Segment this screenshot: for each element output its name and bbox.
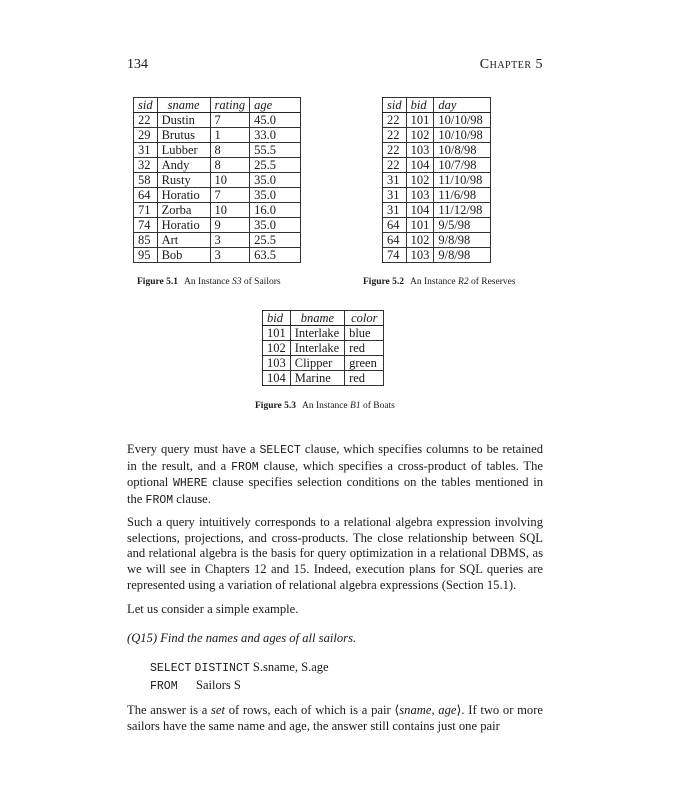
sql-text: S.sname, S.age [252, 660, 329, 674]
table-cell: blue [345, 326, 384, 341]
table-cell: 3 [210, 248, 250, 263]
table-cell: 101 [263, 326, 291, 341]
caption-var: R2 [458, 277, 469, 287]
table-cell: Interlake [290, 341, 344, 356]
table-row [134, 248, 301, 263]
caption-text: of Boats [360, 401, 395, 411]
text: The answer is a [127, 703, 212, 717]
table-row [383, 233, 491, 248]
table-cell: 16.0 [250, 203, 301, 218]
table-cell: 1 [210, 128, 250, 143]
paragraph-relational-algebra: Such a query intuitively corresponds to a relational algebra expression involving selections, projections, and cross-products. The close relationship between SQL and relational algebra is the basis for query optimization in a relational DBMS, as we will see in Chapters 12 and 15. Indeed, execution plans for SQL queries are represented using a variation of relational algebra expressions (Section 15.1). [127, 515, 543, 592]
text: clause specifies selection conditions on the tables mentioned in the [127, 475, 543, 507]
table-cell: 63.5 [250, 248, 301, 263]
column-header: age [250, 98, 301, 113]
text: clause, which specifies columns to be retained in the result, and a [127, 442, 543, 473]
table-cell: 10 [210, 173, 250, 188]
table-row [134, 233, 301, 248]
table-row [383, 203, 491, 218]
table-cell: 64 [134, 188, 158, 203]
table-cell: 104 [263, 371, 291, 386]
table-cell: 102 [406, 173, 434, 188]
table-cell: 22 [383, 143, 407, 158]
sql-keyword: FROM [145, 494, 174, 508]
table-cell: Horatio [157, 188, 210, 203]
table-row [134, 188, 301, 203]
table-cell: Interlake [290, 326, 344, 341]
figure-caption-5-2 [363, 277, 516, 287]
table-cell: 11/6/98 [434, 188, 491, 203]
column-header: bname [290, 311, 344, 326]
table-cell: 11/12/98 [434, 203, 491, 218]
table-cell: Brutus [157, 128, 210, 143]
table-cell: 9/5/98 [434, 218, 491, 233]
page-number: 134 [127, 57, 148, 72]
caption-var: S3 [232, 277, 242, 287]
caption-var: B1 [350, 401, 361, 411]
text: clause, which specifies a cross-product of tables. The optional [127, 458, 544, 490]
table-cell: Andy [157, 158, 210, 173]
table-cell: 22 [383, 113, 407, 128]
column-header: sname [157, 98, 210, 113]
table-cell: Horatio [157, 218, 210, 233]
table-cell: 22 [383, 128, 407, 143]
table-row [383, 218, 491, 233]
paragraph-select-from [127, 442, 543, 509]
table-row [383, 188, 491, 203]
chapter-heading: Chapter 5 [479, 57, 543, 72]
sql-text: Sailors S [196, 678, 241, 692]
table-row [263, 356, 384, 371]
caption-text: An Instance [410, 277, 459, 287]
table-cell: 31 [383, 203, 407, 218]
table-cell: Art [157, 233, 210, 248]
table-cell: 58 [134, 173, 158, 188]
text: clause. [173, 492, 211, 507]
table-cell: 104 [406, 203, 434, 218]
table-cell: 3 [210, 233, 250, 248]
table-cell: 7 [210, 113, 250, 128]
table-cell: 102 [406, 128, 434, 143]
figure-label: Figure 5.2 [363, 277, 404, 287]
table-cell: Dustin [157, 113, 210, 128]
table-cell: Rusty [157, 173, 210, 188]
paragraph-answer-set [127, 703, 543, 734]
table-cell: 33.0 [250, 128, 301, 143]
table-cell: 102 [406, 233, 434, 248]
table-cell: 11/10/98 [434, 173, 491, 188]
table-row [263, 341, 384, 356]
table-row [134, 143, 301, 158]
table-cell: 10/7/98 [434, 158, 491, 173]
caption-text: An Instance [184, 277, 233, 287]
sql-keyword: DISTINCT [194, 662, 250, 675]
table-row [263, 371, 384, 386]
table-cell: 10 [210, 203, 250, 218]
column-header: color [345, 311, 384, 326]
caption-text: An Instance [302, 401, 351, 411]
sailors-table [133, 97, 301, 263]
sql-keyword: WHERE [173, 477, 208, 491]
table-cell: red [345, 341, 384, 356]
table-cell: 64 [383, 233, 407, 248]
query-label-q15: (Q15) Find the names and ages of all sailors. [127, 631, 357, 645]
figure-caption-5-1 [137, 277, 281, 287]
table-row [134, 173, 301, 188]
table-cell: 103 [406, 248, 434, 263]
sql-keyword: FROM [231, 460, 259, 474]
table-row [134, 218, 301, 233]
table-cell: red [345, 371, 384, 386]
table-cell: Zorba [157, 203, 210, 218]
table-cell: 31 [134, 143, 158, 158]
table-cell: 103 [406, 188, 434, 203]
emphasis: set [211, 703, 226, 717]
column-header: bid [406, 98, 434, 113]
table-cell: 29 [134, 128, 158, 143]
table-cell: Bob [157, 248, 210, 263]
table-cell: Clipper [290, 356, 344, 371]
table-row [383, 128, 491, 143]
table-cell: 7 [210, 188, 250, 203]
table-cell: 103 [263, 356, 291, 371]
table-cell: 45.0 [250, 113, 301, 128]
table-row [263, 326, 384, 341]
column-header: sid [383, 98, 407, 113]
figure-caption-5-3 [255, 401, 395, 411]
table-row [383, 113, 491, 128]
table-cell: 8 [210, 143, 250, 158]
table-cell: 74 [134, 218, 158, 233]
table-cell: 25.5 [250, 233, 301, 248]
table-cell: 95 [134, 248, 158, 263]
table-cell: 55.5 [250, 143, 301, 158]
table-cell: 8 [210, 158, 250, 173]
figure-label: Figure 5.3 [255, 401, 296, 411]
table-cell: 10/10/98 [434, 128, 491, 143]
sql-keyword: SELECT [150, 662, 192, 675]
sql-code-block [150, 659, 329, 695]
table-cell: 9 [210, 218, 250, 233]
table-cell: 31 [383, 173, 407, 188]
column-header: sid [134, 98, 158, 113]
table-cell: 102 [263, 341, 291, 356]
table-cell: 32 [134, 158, 158, 173]
sql-keyword: FROM [150, 680, 178, 693]
page-header [127, 57, 543, 77]
table-cell: 104 [406, 158, 434, 173]
caption-text: of Reserves [468, 277, 516, 287]
table-row [383, 143, 491, 158]
table-cell: 101 [406, 218, 434, 233]
table-cell: 74 [383, 248, 407, 263]
table-cell: 71 [134, 203, 158, 218]
table-row [383, 248, 491, 263]
caption-text: of Sailors [241, 277, 281, 287]
table-cell: 10/8/98 [434, 143, 491, 158]
column-header: day [434, 98, 491, 113]
paragraph-example-intro: Let us consider a simple example. [127, 602, 299, 616]
table-cell: Marine [290, 371, 344, 386]
table-cell: 25.5 [250, 158, 301, 173]
table-cell: 85 [134, 233, 158, 248]
table-cell: 35.0 [250, 173, 301, 188]
figure-label: Figure 5.1 [137, 277, 178, 287]
table-row [383, 158, 491, 173]
table-cell: 103 [406, 143, 434, 158]
table-cell: 9/8/98 [434, 248, 491, 263]
table-cell: green [345, 356, 384, 371]
reserves-table [382, 97, 491, 263]
column-header: rating [210, 98, 250, 113]
text: Every query must have a [127, 442, 260, 456]
boats-table [262, 310, 384, 386]
table-cell: 22 [134, 113, 158, 128]
table-cell: 101 [406, 113, 434, 128]
table-row [134, 158, 301, 173]
table-cell: 22 [383, 158, 407, 173]
table-cell: 9/8/98 [434, 233, 491, 248]
table-cell: 35.0 [250, 188, 301, 203]
column-header: bid [263, 311, 291, 326]
table-cell: Lubber [157, 143, 210, 158]
text: of rows, each of which is a pair ⟨ [225, 703, 400, 717]
table-cell: 31 [383, 188, 407, 203]
table-row [134, 128, 301, 143]
table-cell: 35.0 [250, 218, 301, 233]
table-cell: 64 [383, 218, 407, 233]
sql-keyword: SELECT [259, 444, 301, 457]
table-cell: 10/10/98 [434, 113, 491, 128]
emphasis: sname, age [399, 703, 457, 717]
table-row [134, 203, 301, 218]
text: ⟩. If two or more sailors have the same name and age, the answer still contains just one pair [127, 703, 543, 733]
table-row [383, 173, 491, 188]
table-row [134, 113, 301, 128]
